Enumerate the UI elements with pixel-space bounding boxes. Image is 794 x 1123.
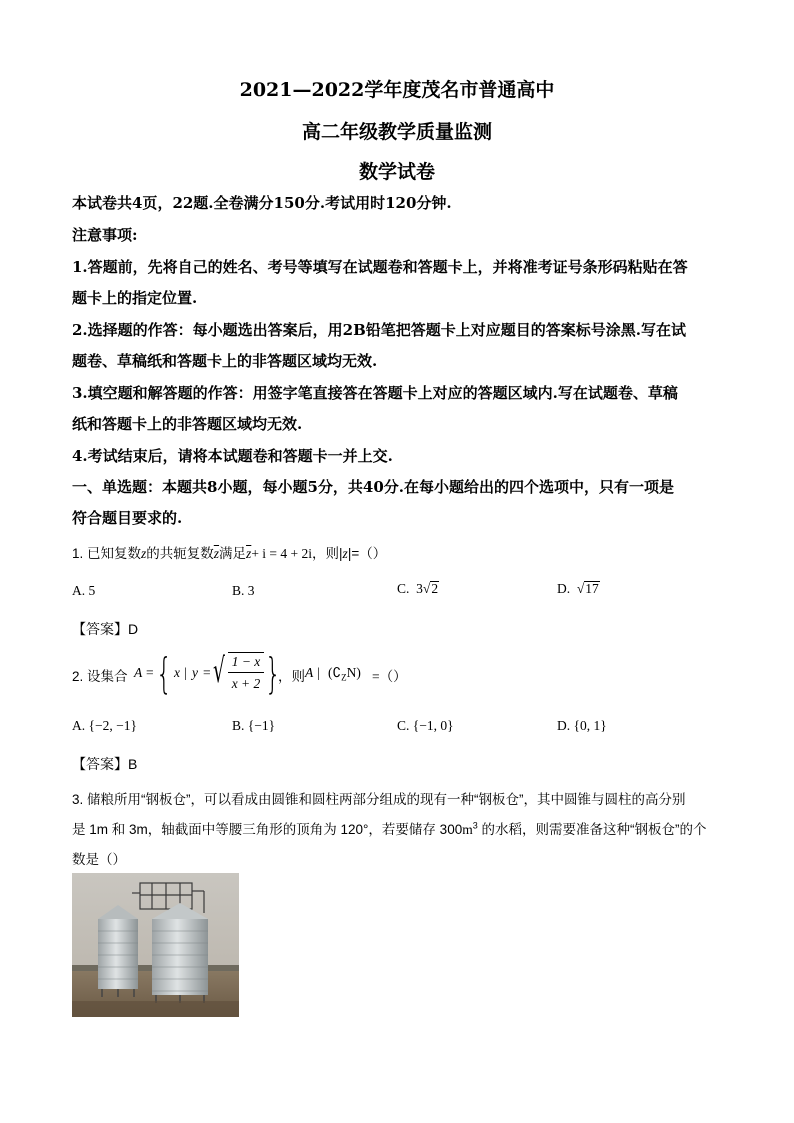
left-brace-icon: { bbox=[156, 649, 173, 698]
right-brace-icon: } bbox=[265, 649, 282, 698]
notice-3b: 纸和答题卡上的非答题区域均无效. bbox=[72, 415, 303, 433]
sqrt-icon: √ bbox=[213, 651, 225, 691]
q2-option-a: A. {−2, −1} bbox=[72, 718, 137, 733]
steel-silo-photo bbox=[72, 873, 239, 1017]
q3-line1: 3. 储粮所用“钢板仓”，可以看成由圆锥和圆柱两部分组成的现有一种“钢板仓”，其中圆锥与圆柱的高分别 bbox=[72, 792, 686, 807]
section1-heading-b: 符合题目要求的. bbox=[72, 509, 183, 527]
notice-3a: 3.填空题和解答题的作答：用签字笔直接答在答题卡上对应的答题区域内.写在试题卷、草稿 bbox=[72, 384, 678, 402]
notice-1a: 1.答题前，先将自己的姓名、考号等填写在试题卷和答题卡上，并将准考证号条形码粘贴在答 bbox=[72, 258, 688, 276]
q2-answer: 【答案】B bbox=[72, 756, 138, 772]
q2-option-c: C. {−1, 0} bbox=[397, 718, 454, 733]
exam-title-line2: 高二年级教学质量监测 bbox=[301, 121, 492, 143]
notice-2b: 题卷、草稿纸和答题卡上的非答题区域均无效. bbox=[72, 352, 378, 370]
exam-info: 本试卷共4页，22题.全卷满分150分.考试用时120分钟. bbox=[72, 194, 452, 212]
q2-option-d: D. {0, 1} bbox=[557, 718, 607, 733]
q1-option-d: D. √17 bbox=[557, 581, 599, 596]
notice-4: 4.考试结束后，请将本试题卷和答题卡一并上交. bbox=[72, 447, 393, 465]
exam-title-line1: 2021—2022学年度茂名市普通高中 bbox=[239, 79, 555, 101]
notice-2a: 2.选择题的作答：每小题选出答案后，用2B铅笔把答题卡上对应题目的答案标号涂黑.写在试 bbox=[72, 321, 687, 339]
section1-heading-a: 一、单选题：本题共8小题，每小题5分，共40分.在每小题给出的四个选项中，只有一项是 bbox=[72, 478, 674, 496]
exam-title-line3: 数学试卷 bbox=[358, 161, 435, 183]
q2-stem: 2. 设集合 A = { x | y = √ 1 − x x + 2 } ，则 A | $(∁_ZN)$ =（） bbox=[72, 649, 407, 698]
sqrt-icon: √ bbox=[576, 581, 585, 596]
q1-stem: 1. 已知复数z的共轭复数$\overline{z}$满足$\overline{z}+ i = 4 + 2i$，则|z|=（） bbox=[72, 546, 387, 561]
silo-illustration bbox=[72, 873, 239, 1017]
notice-1b: 题卡上的指定位置. bbox=[72, 289, 198, 307]
q1-option-c: C. 3√2 bbox=[397, 581, 439, 596]
q1-option-a: A. 5 bbox=[72, 583, 96, 598]
sqrt-icon: √ bbox=[422, 581, 431, 596]
q1-answer: 【答案】D bbox=[72, 621, 139, 637]
q3-line3: 数是（） bbox=[72, 852, 126, 867]
q2-option-b: B. {−1} bbox=[232, 718, 276, 733]
q3-line2: 是 1m 和 3m，轴截面中等腰三角形的顶角为 120°，若要储存 $300m^3$ 的水稻，则需要准备这种“钢板仓”的个 bbox=[72, 820, 707, 837]
q1-option-b: B. 3 bbox=[232, 583, 255, 598]
notice-heading: 注意事项: bbox=[72, 226, 138, 244]
